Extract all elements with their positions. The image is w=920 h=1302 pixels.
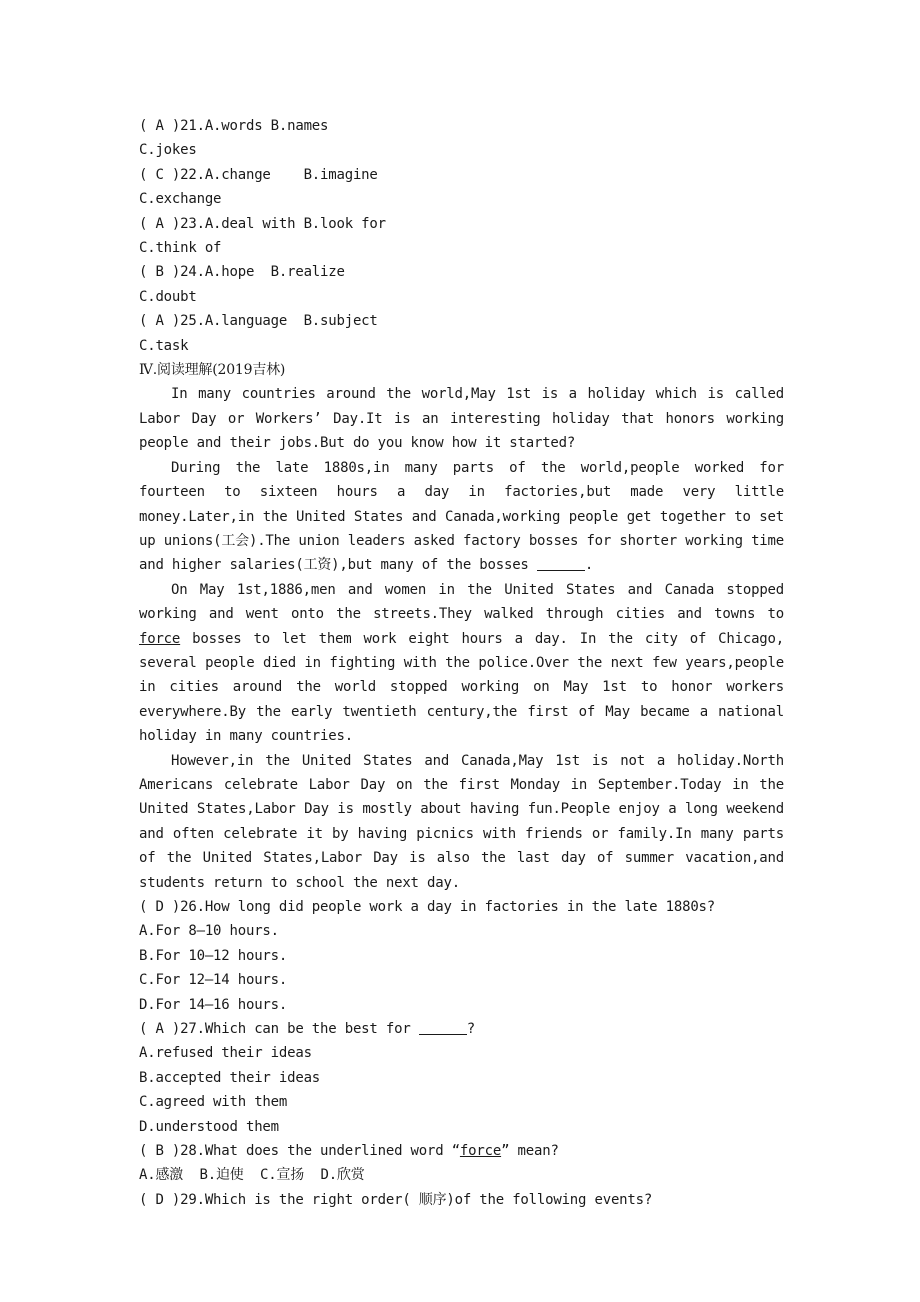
- passage-paragraph-3: [139, 578, 784, 749]
- paragraph-text: bosses to let them work eight hours a day. In the city of Chicago, several people died in fighting with the police.Over the next few years,people in cities around the world stopped working on May 1st to honor workers everywhere.By the early twentieth century,the first of May became a national holiday in many countries.: [139, 630, 784, 745]
- options-line: A.感激 B.迫使 C.宣扬 D.欣赏: [139, 1167, 365, 1184]
- question-line: ( A )23.A.deal with B.look for: [139, 215, 386, 232]
- question-line: ( A )25.A.language B.subject: [139, 313, 378, 330]
- answer-blank: [537, 556, 585, 571]
- option-line: C.task: [139, 337, 189, 354]
- question-stem: [139, 1017, 784, 1041]
- question-stem: [139, 1139, 784, 1163]
- passage-paragraph-4: However,in the United States and Canada,May 1st is not a holiday.North Americans celebrate Labor Day on the first Monday in September.Today in the United States,Labor Day is mostly about having fun.People enjoy a long weekend and often celebrate it by having picnics with friends or family.In many parts of the United States,Labor Day is also the last day of summer vacation,and students return to school the next day.: [139, 752, 784, 891]
- passage-paragraph-2: [139, 456, 784, 578]
- vocab-question-25: [139, 309, 784, 358]
- option-a: A.For 8—10 hours.: [139, 923, 279, 940]
- question-28: [139, 1139, 784, 1188]
- question-26: [139, 895, 784, 1017]
- vocab-question-21: [139, 114, 784, 163]
- document-page: [139, 114, 784, 1212]
- vocab-question-23: [139, 212, 784, 261]
- section-heading: Ⅳ.阅读理解(2019吉林): [139, 362, 286, 379]
- option-d: D.understood them: [139, 1118, 279, 1135]
- option-line: C.jokes: [139, 142, 197, 159]
- vocab-question-22: [139, 163, 784, 212]
- question-stem: ( D )26.How long did people work a day in factories in the late 1880s?: [139, 899, 716, 915]
- underlined-word: force: [139, 630, 181, 647]
- question-27: [139, 1017, 784, 1139]
- question-stem: ( D )29.Which is the right order( 顺序)of the following events?: [139, 1191, 653, 1208]
- passage-paragraph-1: In many countries around the world,May 1st is a holiday which is called Labor Day or Workers’ Day.It is an interesting holiday that honors working people and their jobs.But do you know how it started?: [139, 386, 784, 452]
- question-29: [139, 1188, 784, 1212]
- answer-blank: [419, 1020, 467, 1035]
- stem-end: ” mean?: [501, 1143, 559, 1160]
- question-line: ( B )24.A.hope B.realize: [139, 264, 345, 281]
- question-line: ( C )22.A.change B.imagine: [139, 166, 378, 183]
- paragraph-end: .: [584, 557, 594, 574]
- option-b: B.accepted their ideas: [139, 1069, 321, 1086]
- option-d: D.For 14—16 hours.: [139, 996, 288, 1013]
- underlined-word: force: [459, 1143, 502, 1160]
- question-line: ( A )21.A.words B.names: [139, 118, 329, 134]
- option-line: C.exchange: [139, 191, 222, 208]
- stem-end: ?: [466, 1021, 476, 1038]
- paragraph-text: On May 1st,1886,men and women in the United States and Canada stopped working and went onto the streets.They walked through cities and towns to: [139, 581, 784, 623]
- stem-text: ( B )28.What does the underlined word “: [139, 1143, 460, 1160]
- option-line: C.doubt: [139, 288, 197, 305]
- option-c: C.For 12—14 hours.: [139, 972, 288, 989]
- option-a: A.refused their ideas: [139, 1045, 312, 1062]
- stem-text: ( A )27.Which can be the best for: [139, 1021, 411, 1038]
- vocab-question-24: [139, 260, 784, 309]
- option-line: C.think of: [139, 240, 222, 257]
- option-b: B.For 10—12 hours.: [139, 947, 288, 964]
- option-c: C.agreed with them: [139, 1094, 288, 1111]
- paragraph-text: During the late 1880s,in many parts of the world,people worked for fourteen to sixteen hours a day in factories,but made very little money.Later,in the United States and Canada,working people get together to set up unions(工会).The union leaders asked factory bosses for shorter working time and higher salaries(工资),but many of the bosses: [139, 459, 784, 574]
